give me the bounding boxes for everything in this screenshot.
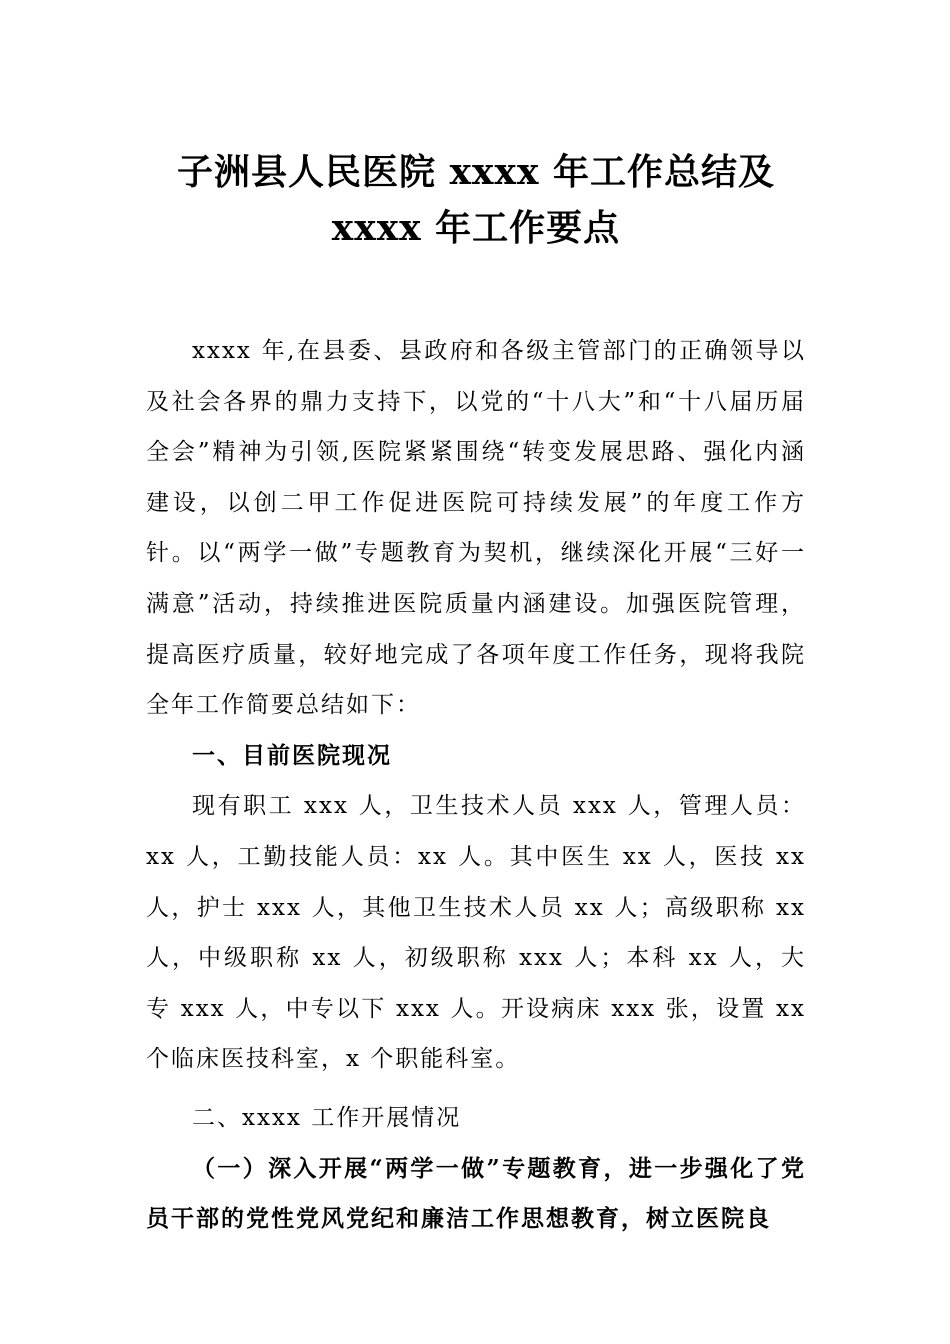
section-1-paragraph: 现有职工 xxx 人，卫生技术人员 xxx 人，管理人员：xx 人，工勤技能人员：xx 人。其中医生 xx 人，医技 xx 人，护士 xxx 人，其他卫生技术人员 xx 人；高级职称 xx 人，中级职称 xx 人，初级职称 xxx 人；本科 xx 人，大专 xxx 人，中专以下 xxx 人。开设病床 xxx 张，设置 xx 个临床医技科室，x 个职能科室。 [146,793,806,1073]
section-heading-1: 一、目前医院现况 [192,741,392,769]
intro-paragraph: xxxx 年,在县委、县政府和各级主管部门的正确领导以及社会各界的鼎力支持下，以党的“十八大”和“十八届历届全会”精神为引领,医院紧紧围绕“转变发展思路、强化内涵建设，以创二甲工作促进医院可持续发展”的年度工作方针。以“两学一做”专题教育为契机，继续深化开展“三好一满意”活动，持续推进医院质量内涵建设。加强医院管理，提高医疗质量，较好地完成了各项年度工作任务，现将我院全年工作简要总结如下： [146,338,806,719]
subsection-heading-1: （一）深入开展“两学一做”专题教育，进一步强化了党员干部的党性党风党纪和廉洁工作思想教育，树立医院良 [146,1154,806,1233]
document-title: 子洲县人民医院 xxxx 年工作总结及 xxxx 年工作要点 [177,151,775,249]
document-body [146,326,806,1245]
section-heading-2: 二、xxxx 工作开展情况 [192,1104,462,1131]
